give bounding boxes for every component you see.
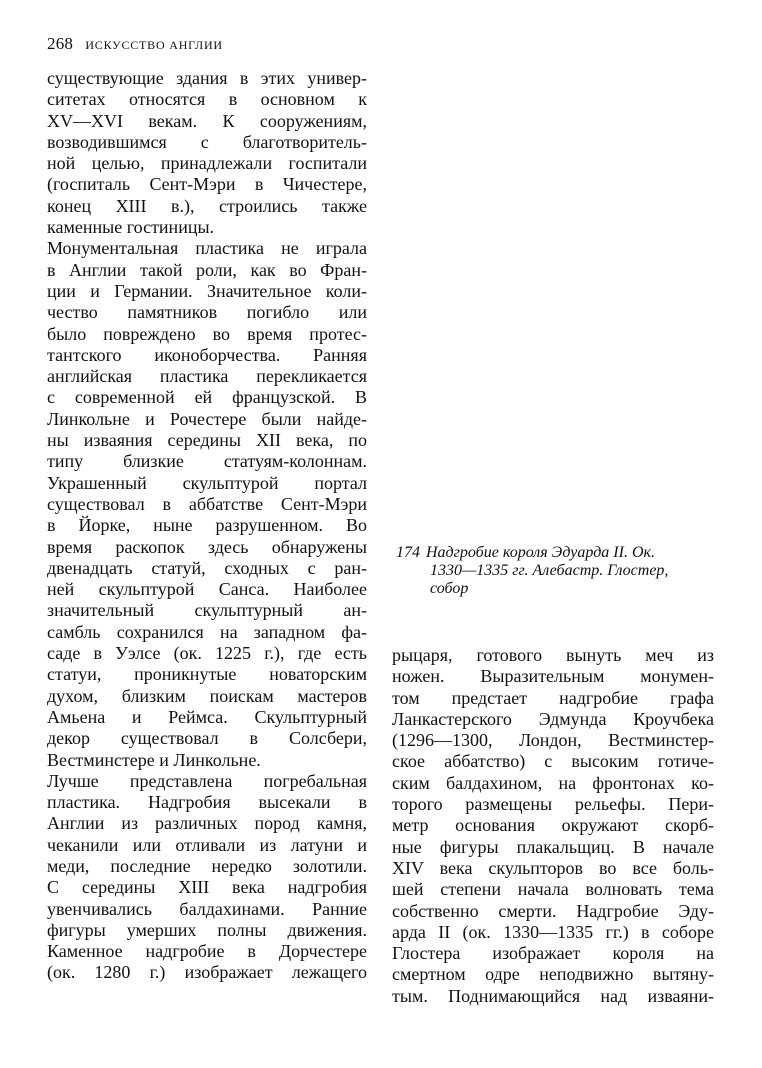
text-line: чеканили или отливали из латуни и <box>47 834 367 855</box>
text-line: ское аббатство) с высоким готиче- <box>392 751 714 772</box>
text-line: XIV века скульпторов во все боль- <box>392 857 714 878</box>
text-line: увенчивались балдахинами. Ранние <box>47 898 367 919</box>
text-line: метр основания окружают скорб- <box>392 815 714 836</box>
text-line: чество памятников погибло или <box>47 302 367 323</box>
text-line: в Йорке, ныне разрушенном. Во <box>47 515 367 536</box>
text-line: двенадцать статуй, сходных с ран- <box>47 557 367 578</box>
text-line: С середины XIII века надгробия <box>47 877 367 898</box>
text-line: английская пластика перекликается <box>47 366 367 387</box>
text-line: ной целью, принадлежали госпитали <box>47 153 367 174</box>
page-number: 268 <box>47 34 74 53</box>
text-line: ским балдахином, на фронтонах ко- <box>392 772 714 793</box>
text-line: статуи, проникнутые новаторским <box>47 664 367 685</box>
caption-line: собор <box>430 580 469 597</box>
text-line: было повреждено во время протес- <box>47 323 367 344</box>
text-line: в Англии такой роли, как во Фран- <box>47 259 367 280</box>
text-line: существовал в аббатстве Сент-Мэри <box>47 493 367 514</box>
text-line: торого размещены рельефы. Пери- <box>392 794 714 815</box>
text-line: конец XIII в.), строились также <box>47 195 367 216</box>
text-line: Вестминстере и Линкольне. <box>47 749 261 770</box>
text-line: ножен. Выразительным монумен- <box>392 666 714 687</box>
text-line: Линкольне и Рочестере были найде- <box>47 408 367 429</box>
left-text-column <box>47 68 367 984</box>
text-line: тантского иконоборчества. Ранняя <box>47 344 367 365</box>
text-line: возводившимся с благотворитель- <box>47 131 367 152</box>
text-line: Амьена и Реймса. Скульптурный <box>47 706 367 727</box>
text-line: Англии из различных пород камня, <box>47 813 367 834</box>
text-line: том предстает надгробие графа <box>392 687 714 708</box>
text-line: (1296—1300, Лондон, Вестминстер- <box>392 730 714 751</box>
text-line: существующие здания в этих универ- <box>47 68 367 88</box>
figure-caption <box>396 544 716 598</box>
text-line: Ланкастерского Эдмунда Кроучбека <box>392 708 714 729</box>
text-line: самбль сохранился на западном фа- <box>47 621 367 642</box>
running-header <box>47 34 223 54</box>
text-line: Глостера изображает короля на <box>392 943 714 964</box>
text-line: значительный скульптурный ан- <box>47 600 367 621</box>
caption-line: 1330—1335 гг. Алебастр. Глостер, <box>430 562 669 579</box>
text-line: фигуры умерших полны движения. <box>47 919 367 940</box>
text-line: время раскопок здесь обнаружены <box>47 536 367 557</box>
text-line: арда II (ок. 1330—1335 гг.) в соборе <box>392 921 714 942</box>
text-line: ции и Германии. Значительное коли- <box>47 280 367 301</box>
text-line: (ок. 1280 г.) изображает лежащего <box>47 962 367 983</box>
text-line: Лучше представлена погребальная <box>47 770 367 791</box>
text-line: Монументальная пластика не играла <box>47 238 367 259</box>
figure-number: 174 <box>396 544 420 561</box>
text-line: типу близкие статуям-колоннам. <box>47 451 367 472</box>
caption-line: Надгробие короля Эдуарда II. Ок. <box>426 544 655 561</box>
text-line: (госпиталь Сент-Мэри в Чичестере, <box>47 174 367 195</box>
text-line: XV—XVI векам. К сооружениям, <box>47 110 367 131</box>
text-line: ны изваяния середины XII века, по <box>47 430 367 451</box>
right-text-column <box>392 645 714 1007</box>
text-line: пластика. Надгробия высекали в <box>47 792 367 813</box>
text-line: Украшенный скульптурой портал <box>47 472 367 493</box>
text-line: собственно смерти. Надгробие Эду- <box>392 900 714 921</box>
text-line: каменные гостиницы. <box>47 217 215 238</box>
running-title: ИСКУССТВО АНГЛИИ <box>85 38 223 52</box>
text-line: тым. Поднимающийся над изваяни- <box>392 985 714 1006</box>
text-line: ситетах относятся в основном к <box>47 89 367 110</box>
text-line: с современной ей французской. В <box>47 387 367 408</box>
text-line: саде в Уэлсе (ок. 1225 г.), где есть <box>47 643 367 664</box>
text-line: духом, близким поискам мастеров <box>47 685 367 706</box>
text-line: меди, последние нередко золотили. <box>47 855 367 876</box>
text-line: шей степени начала волновать тема <box>392 879 714 900</box>
text-line: рыцаря, готового вынуть меч из <box>392 645 714 665</box>
text-line: декор существовал в Солсбери, <box>47 728 367 749</box>
text-line: смертном одре неподвижно вытяну- <box>392 964 714 985</box>
text-line: Каменное надгробие в Дорчестере <box>47 941 367 962</box>
text-line: ные фигуры плакальщиц. В начале <box>392 836 714 857</box>
text-line: ней скульптурой Санса. Наиболее <box>47 579 367 600</box>
